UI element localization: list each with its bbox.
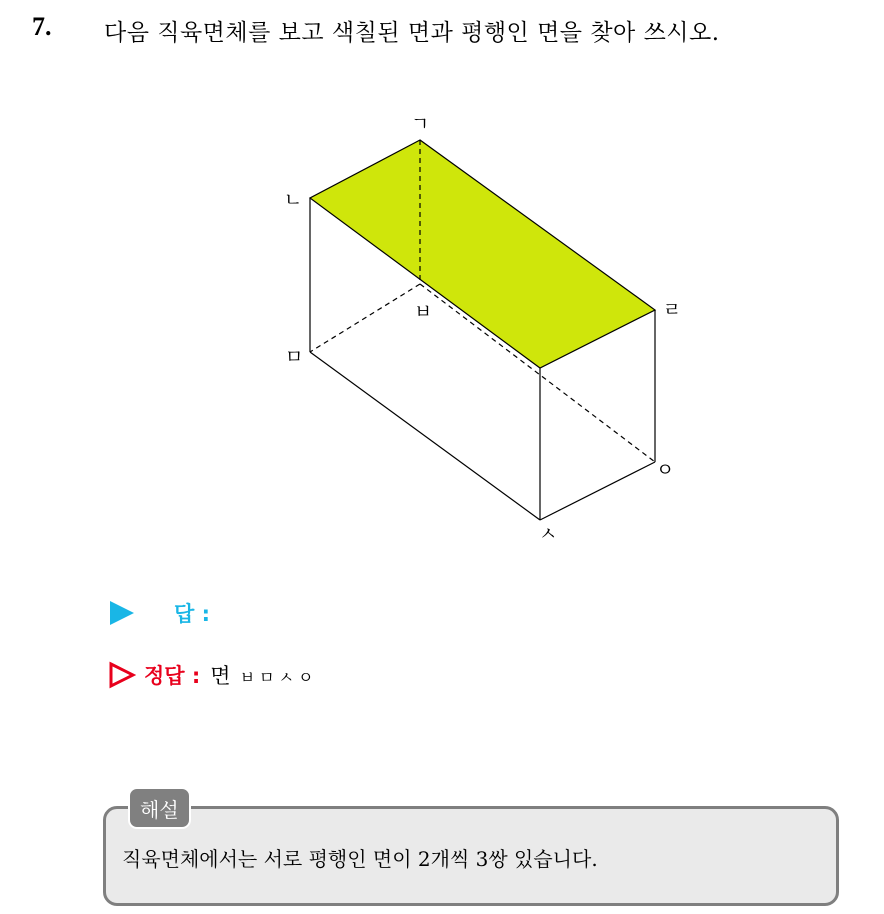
vertex-label-bottom-front: ㅅ: [538, 523, 558, 545]
vertex-label-bottom-left: ㅁ: [284, 346, 304, 368]
play-arrow-icon: [110, 601, 134, 625]
explanation-tag: 해설: [128, 787, 191, 829]
correct-answer-label: 정답 :: [144, 664, 201, 688]
shaded-face: [310, 140, 655, 368]
question-number: 7.: [32, 12, 52, 41]
vertex-label-bottom-right: ㅇ: [655, 459, 675, 481]
vertex-label-top-back: ㄱ: [410, 113, 430, 135]
correct-answer-row: [108, 660, 317, 690]
outline-arrow-icon: [108, 661, 136, 689]
vertex-label-hidden: ㅂ: [413, 301, 433, 323]
correct-answer-value: [210, 660, 317, 690]
explanation-text: 직육면체에서는 서로 평행인 면이 2개씩 3쌍 있습니다.: [122, 847, 598, 871]
vertex-label-top-left: ㄴ: [283, 189, 303, 211]
answer-row: [110, 599, 210, 627]
face-word: 면: [210, 664, 232, 688]
vertex-label-top-right: ㄹ: [662, 299, 682, 321]
face-name: ㅂㅁㅅㅇ: [239, 668, 318, 687]
answer-label: 답 :: [174, 602, 210, 626]
question-text: 다음 직육면체를 보고 색칠된 면과 평행인 면을 찾아 쓰시오.: [104, 20, 720, 46]
